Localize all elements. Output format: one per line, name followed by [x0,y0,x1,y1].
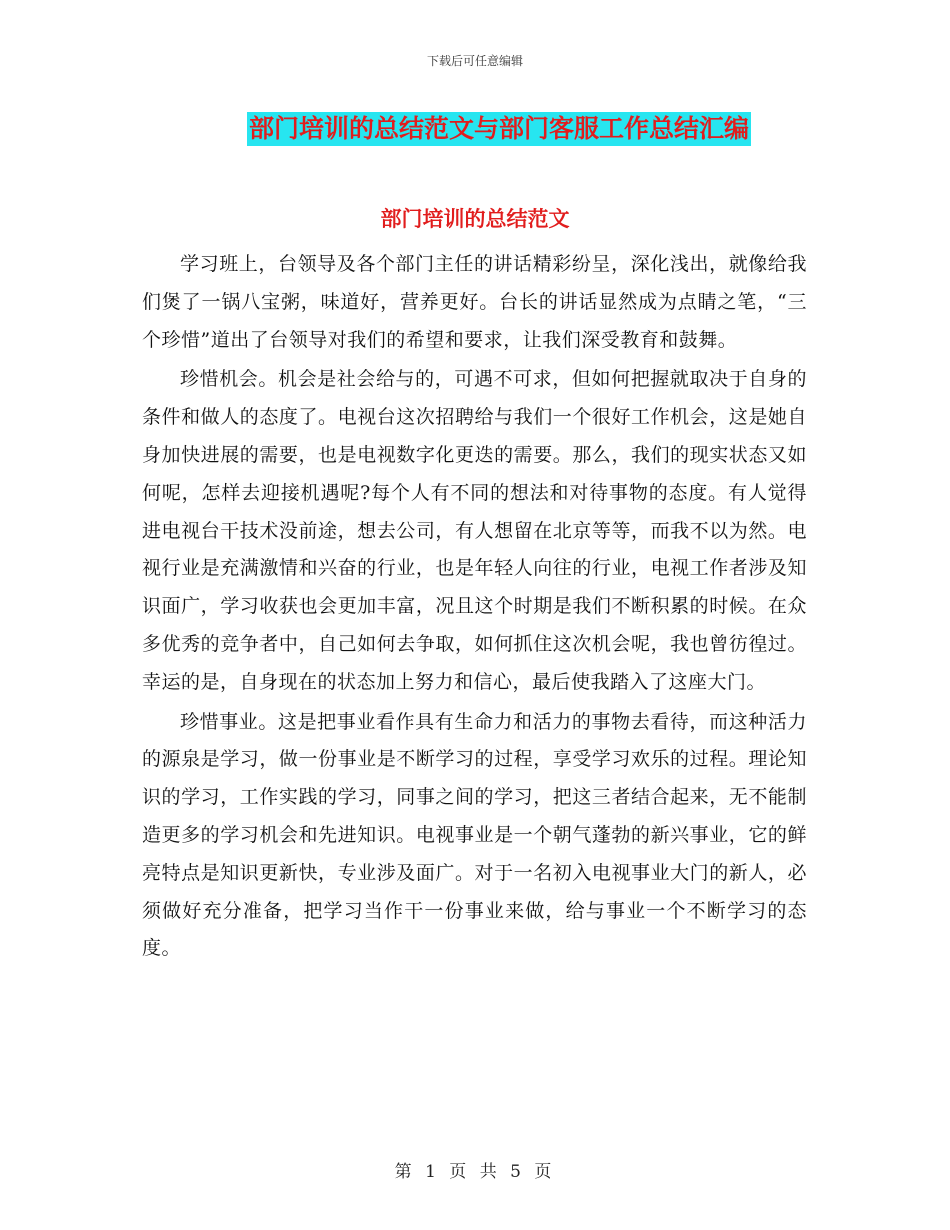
document-title-container [0,112,950,146]
document-body [142,246,807,968]
paragraph-1: 学习班上，台领导及各个部门主任的讲话精彩纷呈，深化浅出，就像给我们煲了一锅八宝粥，味道好，营养更好。台长的讲话显然成为点睛之笔，“三个珍惜”道出了台领导对我们的希望和要求，让我们深受教育和鼓舞。 [142,253,807,351]
page-number: 第 1 页 共 5 页 [394,1162,556,1182]
paragraph-3: 珍惜事业。这是把事业看作具有生命力和活力的事物去看待，而这种活力的源泉是学习，做一份事业是不断学习的过程，享受学习欢乐的过程。理论知识的学习，工作实践的学习，同事之间的学习，把这三者结合起来，无不能制造更多的学习机会和先进知识。电视事业是一个朝气蓬勃的新兴事业，它的鲜亮特点是知识更新快，专业涉及面广。对于一名初入电视事业大门的新人，必须做好充分准备，把学习当作干一份事业来做，给与事业一个不断学习的态度。 [142,710,807,960]
paragraph-2: 珍惜机会。机会是社会给与的，可遇不可求，但如何把握就取决于自身的条件和做人的态度了。电视台这次招聘给与我们一个很好工作机会，这是她自身加快进展的需要，也是电视数字化更迭的需要。那么，我们的现实状态又如何呢，怎样去迎接机遇呢?每个人有不同的想法和对待事物的态度。有人觉得进电视台干技术没前途，想去公司，有人想留在北京等等，而我不以为然。电视行业是充满激情和兴奋的行业，也是年轻人向往的行业，电视工作者涉及知识面广，学习收获也会更加丰富，况且这个时期是我们不断积累的时候。在众多优秀的竞争者中，自己如何去争取，如何抓住这次机会呢，我也曾彷徨过。幸运的是，自身现在的状态加上努力和信心，最后使我踏入了这座大门。 [142,368,807,693]
document-title: 部门培训的总结范文与部门客服工作总结汇编 [247,112,751,146]
header-note: 下载后可任意编辑 [426,54,523,68]
section-title: 部门培训的总结范文 [380,207,570,231]
